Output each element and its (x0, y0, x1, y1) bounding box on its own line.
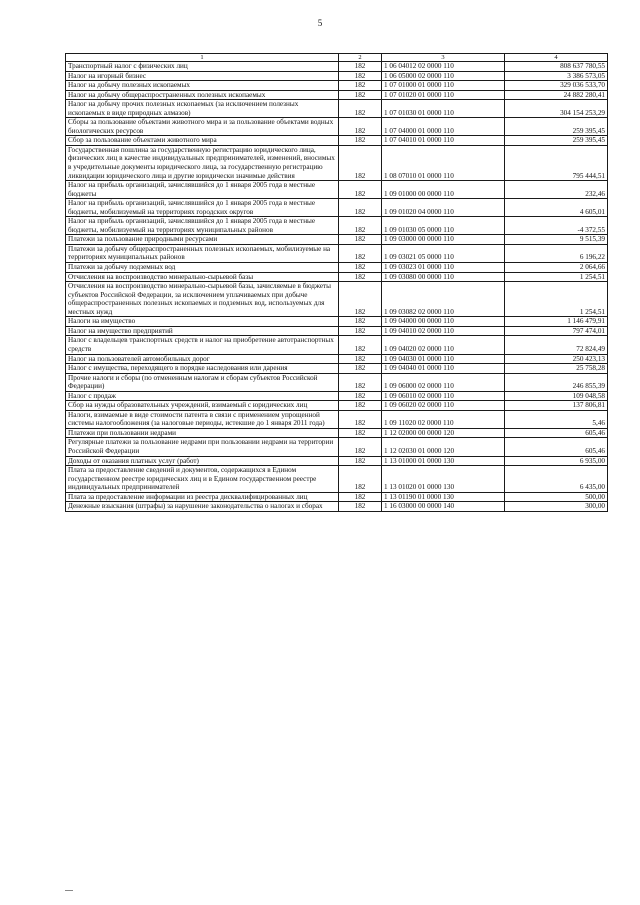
row-kbk-code: 1 09 03021 05 0000 110 (382, 244, 505, 262)
row-amount: 2 064,66 (505, 263, 608, 273)
row-admin-code: 182 (339, 456, 382, 466)
table-row (66, 502, 608, 512)
table-row (66, 317, 608, 327)
row-name: Сбор на нужды образовательных учреждений, взимаемый с юридических лиц (66, 401, 339, 411)
row-kbk-code: 1 07 04010 01 0000 110 (382, 136, 505, 146)
row-amount: 9 515,39 (505, 235, 608, 245)
scan-mark (65, 890, 73, 891)
row-amount: 500,00 (505, 492, 608, 502)
row-name: Денежные взыскания (штрафы) за нарушение законодательства о налогах и сборах (66, 502, 339, 512)
header-col-1: 1 (66, 54, 339, 62)
table-row (66, 62, 608, 72)
table-row (66, 100, 608, 118)
table-row (66, 456, 608, 466)
row-admin-code: 182 (339, 118, 382, 136)
row-name: Налог на добычу полезных ископаемых (66, 81, 339, 91)
row-kbk-code: 1 07 01030 01 0000 110 (382, 100, 505, 118)
revenue-table-body (66, 54, 608, 512)
row-admin-code: 182 (339, 145, 382, 180)
table-row (66, 401, 608, 411)
row-kbk-code: 1 09 01020 04 0000 110 (382, 199, 505, 217)
row-admin-code: 182 (339, 263, 382, 273)
revenue-table (65, 53, 608, 512)
table-row (66, 81, 608, 91)
row-amount: 109 048,58 (505, 391, 608, 401)
table-row (66, 263, 608, 273)
row-kbk-code: 1 07 04000 01 0000 110 (382, 118, 505, 136)
row-amount: 232,46 (505, 181, 608, 199)
header-col-4: 4 (505, 54, 608, 62)
table-row (66, 71, 608, 81)
row-amount: 24 882 280,41 (505, 90, 608, 100)
row-name: Плата за предоставление сведений и документов, содержащихся в Едином государственном реестре юридических лиц и в Едином государственном реестре индивидуальных предпринимателей (66, 466, 339, 493)
row-kbk-code: 1 07 01000 01 0000 110 (382, 81, 505, 91)
table-row (66, 466, 608, 493)
table-row (66, 272, 608, 282)
row-amount: 808 637 780,55 (505, 62, 608, 72)
page-number: 5 (317, 18, 323, 28)
row-admin-code: 182 (339, 136, 382, 146)
table-row (66, 410, 608, 428)
table-row (66, 373, 608, 391)
row-amount: 5,46 (505, 410, 608, 428)
row-name: Налог на прибыль организаций, зачислявшийся до 1 января 2005 года в местные бюджеты, мобилизуемый на территориях городских округов (66, 199, 339, 217)
row-name: Налог на пользователей автомобильных дорог (66, 354, 339, 364)
row-admin-code: 182 (339, 391, 382, 401)
row-name: Налоги, взимаемые в виде стоимости патента в связи с применением упрощенной системы налогообложения (за налоговые периоды, истекшие до 1 января 2011 года) (66, 410, 339, 428)
row-admin-code: 182 (339, 364, 382, 374)
header-col-2: 2 (339, 54, 382, 62)
table-row (66, 90, 608, 100)
row-kbk-code: 1 07 01020 01 0000 110 (382, 90, 505, 100)
table-row (66, 217, 608, 235)
row-name: Налог на добычу общераспространенных полезных ископаемых (66, 90, 339, 100)
row-name: Платежи за добычу общераспространенных полезных ископаемых, мобилизуемые на территориях муниципальных районов (66, 244, 339, 262)
row-amount: 25 758,28 (505, 364, 608, 374)
row-name: Налог на имущество предприятий (66, 326, 339, 336)
row-kbk-code: 1 09 03023 01 0000 110 (382, 263, 505, 273)
row-name: Отчисления на воспроизводство минерально-сырьевой базы (66, 272, 339, 282)
table-row (66, 354, 608, 364)
row-admin-code: 182 (339, 181, 382, 199)
row-name: Налог на прибыль организаций, зачислявшийся до 1 января 2005 года в местные бюджеты (66, 181, 339, 199)
row-admin-code: 182 (339, 199, 382, 217)
row-amount: 1 146 479,91 (505, 317, 608, 327)
row-name: Сборы за пользование объектами животного мира и за пользование объектами водных биологических ресурсов (66, 118, 339, 136)
row-name: Транспортный налог с физических лиц (66, 62, 339, 72)
row-kbk-code: 1 06 04012 02 0000 110 (382, 62, 505, 72)
row-amount: 329 036 533,70 (505, 81, 608, 91)
row-kbk-code: 1 09 03082 02 0000 110 (382, 282, 505, 317)
table-row (66, 282, 608, 317)
table-row (66, 181, 608, 199)
row-name: Доходы от оказания платных услуг (работ) (66, 456, 339, 466)
row-amount: 1 254,51 (505, 282, 608, 317)
row-amount: 259 395,45 (505, 118, 608, 136)
table-row (66, 438, 608, 456)
row-admin-code: 182 (339, 62, 382, 72)
row-amount: 6 196,22 (505, 244, 608, 262)
table-row (66, 336, 608, 354)
table-header-row (66, 54, 608, 62)
row-kbk-code: 1 09 04030 01 0000 110 (382, 354, 505, 364)
row-admin-code: 182 (339, 373, 382, 391)
row-amount: 300,00 (505, 502, 608, 512)
row-admin-code: 182 (339, 354, 382, 364)
row-admin-code: 182 (339, 492, 382, 502)
row-name: Налог с имущества, переходящего в порядке наследования или дарения (66, 364, 339, 374)
row-amount: 4 605,01 (505, 199, 608, 217)
row-name: Платежи при пользовании недрами (66, 428, 339, 438)
row-admin-code: 182 (339, 502, 382, 512)
row-kbk-code: 1 13 01000 01 0000 130 (382, 456, 505, 466)
row-kbk-code: 1 13 01190 01 0000 130 (382, 492, 505, 502)
row-admin-code: 182 (339, 410, 382, 428)
table-row (66, 136, 608, 146)
row-kbk-code: 1 08 07010 01 0000 110 (382, 145, 505, 180)
table-row (66, 244, 608, 262)
row-kbk-code: 1 06 05000 02 0000 110 (382, 71, 505, 81)
table-row (66, 391, 608, 401)
row-amount: 72 824,49 (505, 336, 608, 354)
row-admin-code: 182 (339, 282, 382, 317)
row-name: Платежи за добычу подземных вод (66, 263, 339, 273)
table-row (66, 326, 608, 336)
row-amount: 3 386 573,05 (505, 71, 608, 81)
row-kbk-code: 1 13 01020 01 0000 130 (382, 466, 505, 493)
row-amount: -4 372,55 (505, 217, 608, 235)
row-admin-code: 182 (339, 401, 382, 411)
row-kbk-code: 1 09 04020 02 0000 110 (382, 336, 505, 354)
row-amount: 605,46 (505, 428, 608, 438)
row-kbk-code: 1 16 03000 00 0000 140 (382, 502, 505, 512)
header-col-3: 3 (382, 54, 505, 62)
row-name: Регулярные платежи за пользование недрами при пользовании недрами на территории Российской Федерации (66, 438, 339, 456)
row-name: Налог с продаж (66, 391, 339, 401)
table-row (66, 364, 608, 374)
row-admin-code: 182 (339, 90, 382, 100)
row-admin-code: 182 (339, 81, 382, 91)
row-kbk-code: 1 09 04000 00 0000 110 (382, 317, 505, 327)
row-admin-code: 182 (339, 336, 382, 354)
row-amount: 246 855,39 (505, 373, 608, 391)
row-name: Налог с владельцев транспортных средств и налог на приобретение автотранспортных средств (66, 336, 339, 354)
row-admin-code: 182 (339, 272, 382, 282)
row-name: Сбор за пользование объектами животного мира (66, 136, 339, 146)
row-admin-code: 182 (339, 235, 382, 245)
row-name: Налоги на имущество (66, 317, 339, 327)
row-amount: 259 395,45 (505, 136, 608, 146)
row-kbk-code: 1 09 03080 00 0000 110 (382, 272, 505, 282)
row-kbk-code: 1 12 02000 00 0000 120 (382, 428, 505, 438)
row-amount: 304 154 253,29 (505, 100, 608, 118)
row-admin-code: 182 (339, 244, 382, 262)
row-name: Налог на игорный бизнес (66, 71, 339, 81)
table-row (66, 492, 608, 502)
row-kbk-code: 1 09 01030 05 0000 110 (382, 217, 505, 235)
row-kbk-code: 1 09 03000 00 0000 110 (382, 235, 505, 245)
table-row (66, 199, 608, 217)
row-admin-code: 182 (339, 428, 382, 438)
row-name: Прочие налоги и сборы (по отмененным налогам и сборам субъектов Российской Федерации) (66, 373, 339, 391)
row-admin-code: 182 (339, 100, 382, 118)
row-kbk-code: 1 09 06010 02 0000 110 (382, 391, 505, 401)
row-admin-code: 182 (339, 317, 382, 327)
table-row (66, 235, 608, 245)
row-amount: 797 474,01 (505, 326, 608, 336)
row-amount: 137 806,81 (505, 401, 608, 411)
row-amount: 795 444,51 (505, 145, 608, 180)
row-name: Налог на прибыль организаций, зачислявшийся до 1 января 2005 года в местные бюджеты, мобилизуемый на территориях муниципальных районов (66, 217, 339, 235)
row-name: Платежи за пользование природными ресурсами (66, 235, 339, 245)
row-amount: 6 935,00 (505, 456, 608, 466)
row-admin-code: 182 (339, 217, 382, 235)
row-name: Плата за предоставление информации из реестра дисквалифицированных лиц (66, 492, 339, 502)
row-name: Налог на добычу прочих полезных ископаемых (за исключением полезных ископаемых в виде природных алмазов) (66, 100, 339, 118)
table-row (66, 118, 608, 136)
table-row (66, 145, 608, 180)
row-kbk-code: 1 09 06020 02 0000 110 (382, 401, 505, 411)
row-kbk-code: 1 12 02030 01 0000 120 (382, 438, 505, 456)
row-name: Отчисления на воспроизводство минерально-сырьевой базы, зачисляемые в бюджеты субъектов Российской Федерации, за исключением уплачиваемых при добыче общераспространенных полезных ископаемых и подземных вод, используемых для местных нужд (66, 282, 339, 317)
row-name: Государственная пошлина за государственную регистрацию юридического лица, физических лиц в качестве индивидуальных предпринимателей, изменений, вносимых в учредительные документы юридического лица, за государственную регистрацию ликвидации юридического лица и другие юридически значимые действия (66, 145, 339, 180)
row-amount: 1 254,51 (505, 272, 608, 282)
row-amount: 6 435,00 (505, 466, 608, 493)
row-admin-code: 182 (339, 438, 382, 456)
row-kbk-code: 1 09 04040 01 0000 110 (382, 364, 505, 374)
table-row (66, 428, 608, 438)
row-admin-code: 182 (339, 71, 382, 81)
row-admin-code: 182 (339, 466, 382, 493)
row-amount: 250 423,13 (505, 354, 608, 364)
row-amount: 605,46 (505, 438, 608, 456)
row-admin-code: 182 (339, 326, 382, 336)
row-kbk-code: 1 09 04010 02 0000 110 (382, 326, 505, 336)
row-kbk-code: 1 09 01000 00 0000 110 (382, 181, 505, 199)
row-kbk-code: 1 09 11020 02 0000 110 (382, 410, 505, 428)
row-kbk-code: 1 09 06000 02 0000 110 (382, 373, 505, 391)
